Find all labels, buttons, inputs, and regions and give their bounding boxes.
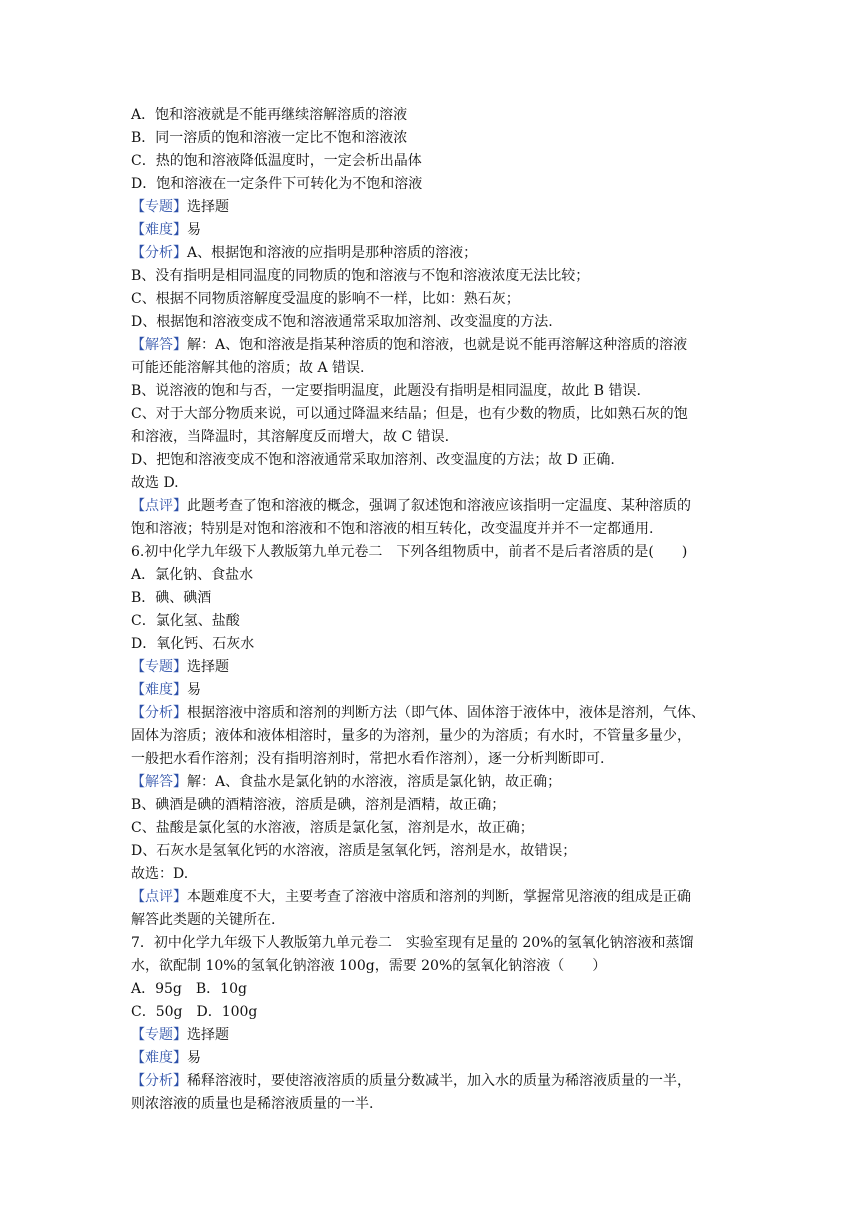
section-tag: 【解答】 bbox=[131, 774, 187, 790]
section-text: 易 bbox=[187, 222, 201, 238]
section-tag: 【解答】 bbox=[131, 337, 187, 353]
section-text: 解：A、饱和溶液是指某种溶质的饱和溶液，也就是说不能再溶解这种溶质的溶液 bbox=[187, 337, 688, 353]
section-tag: 【点评】 bbox=[131, 889, 187, 905]
q6-jieda bbox=[131, 771, 731, 794]
q6-jieda-line: C、盐酸是氯化氢的水溶液，溶质是氯化氢，溶剂是水，故正确； bbox=[131, 820, 534, 836]
section-text: 解：A、食盐水是氯化钠的水溶液，溶质是氯化钠，故正确； bbox=[187, 774, 562, 790]
q6-fenxi-line: 一般把水看作溶剂；没有指明溶剂时，常把水看作溶剂），逐一分析判断即可. bbox=[131, 751, 605, 767]
q5-jieda-line: 和溶液，当降温时，其溶解度反而增大，故 C 错误. bbox=[131, 429, 450, 445]
q5-jieda-line: D、把饱和溶液变成不饱和溶液通常采取加溶剂、改变温度的方法；故 D 正确. bbox=[131, 452, 615, 468]
section-text: 稀释溶液时，要使溶液溶质的质量分数减半，加入水的质量为稀溶液质量的一半， bbox=[187, 1073, 691, 1089]
section-tag: 【分析】 bbox=[131, 705, 187, 721]
q6-zhuanti bbox=[131, 656, 731, 679]
q6-question: 6.初中化学九年级下人教版第九单元卷二 下列各组物质中，前者不是后者溶质的是( ) bbox=[131, 544, 688, 560]
q5-zhuanti bbox=[131, 196, 731, 219]
section-tag: 【难度】 bbox=[131, 222, 187, 238]
q5-option-d: D．饱和溶液在一定条件下可转化为不饱和溶液 bbox=[131, 176, 423, 192]
q5-option-c: C．热的饱和溶液降低温度时，一定会析出晶体 bbox=[131, 153, 422, 169]
q7-nandu bbox=[131, 1047, 731, 1070]
q5-fenxi bbox=[131, 242, 731, 265]
q6-fenxi bbox=[131, 702, 731, 725]
q5-fenxi-line: C、根据不同物质溶解度受温度的影响不一样，比如：熟石灰； bbox=[131, 291, 520, 307]
q6-jieda-line: D、石灰水是氢氧化钙的水溶液，溶质是氢氧化钙，溶剂是水，故错误； bbox=[131, 843, 577, 859]
section-text: 易 bbox=[187, 682, 201, 698]
section-tag: 【专题】 bbox=[131, 199, 187, 215]
section-tag: 【点评】 bbox=[131, 498, 187, 514]
section-text: 选择题 bbox=[187, 1027, 229, 1043]
section-text: 选择题 bbox=[187, 659, 229, 675]
q6-dianping bbox=[131, 886, 731, 909]
q6-option-d: D．氧化钙、石灰水 bbox=[131, 636, 255, 652]
section-text: 易 bbox=[187, 1050, 201, 1066]
q5-jieda-line: B、说溶液的饱和与否，一定要指明温度，此题没有指明是相同温度，故此 B 错误. bbox=[131, 383, 641, 399]
q5-jieda-line: 可能还能溶解其他的溶质；故 A 错误. bbox=[131, 360, 365, 376]
q5-jieda-line: 故选 D. bbox=[131, 475, 179, 491]
q6-nandu bbox=[131, 679, 731, 702]
q5-option-a: A．饱和溶液就是不能再继续溶解溶质的溶液 bbox=[131, 107, 408, 123]
q7-question-line: 7．初中化学九年级下人教版第九单元卷二 实验室现有足量的 20%的氢氧化钠溶液和蒸馏 bbox=[131, 935, 694, 951]
section-text: A、根据饱和溶液的应指明是那种溶质的溶液； bbox=[187, 245, 478, 261]
q5-nandu bbox=[131, 219, 731, 242]
q5-dianping bbox=[131, 495, 731, 518]
q5-option-b: B．同一溶质的饱和溶液一定比不饱和溶液浓 bbox=[131, 130, 408, 146]
q7-options-cd: C．50g D．100g bbox=[131, 1004, 258, 1020]
q5-jieda bbox=[131, 334, 731, 357]
q7-question-line: 水，欲配制 10%的氢氧化钠溶液 100g，需要 20%的氢氧化钠溶液（ ） bbox=[131, 958, 607, 974]
q6-dianping-line: 解答此类题的关键所在. bbox=[131, 912, 276, 928]
q7-options-ab: A．95g B．10g bbox=[131, 981, 247, 997]
section-tag: 【难度】 bbox=[131, 1050, 187, 1066]
q5-fenxi-line: D、根据饱和溶液变成不饱和溶液通常采取加溶剂、改变温度的方法. bbox=[131, 314, 553, 330]
q5-fenxi-line: B、没有指明是相同温度的同物质的饱和溶液与不饱和溶液浓度无法比较； bbox=[131, 268, 590, 284]
q6-option-c: C．氯化氢、盐酸 bbox=[131, 613, 240, 629]
section-tag: 【难度】 bbox=[131, 682, 187, 698]
q6-jieda-line: 故选：D. bbox=[131, 866, 189, 882]
section-tag: 【分析】 bbox=[131, 245, 187, 261]
section-text: 本题难度不大，主要考查了溶液中溶质和溶剂的判断，掌握常见溶液的组成是正确 bbox=[187, 889, 691, 905]
q6-option-a: A．氯化钠、食盐水 bbox=[131, 567, 254, 583]
q6-fenxi-line: 固体为溶质；液体和液体相溶时，量多的为溶剂，量少的为溶质；有水时，不管量多量少， bbox=[131, 728, 691, 744]
q7-zhuanti bbox=[131, 1024, 731, 1047]
section-text: 选择题 bbox=[187, 199, 229, 215]
section-tag: 【专题】 bbox=[131, 659, 187, 675]
section-tag: 【专题】 bbox=[131, 1027, 187, 1043]
q6-option-b: B．碘、碘酒 bbox=[131, 590, 212, 606]
section-text: 根据溶液中溶质和溶剂的判断方法（即气体、固体溶于液体中，液体是溶剂，气体、 bbox=[187, 705, 705, 721]
q5-jieda-line: C、对于大部分物质来说，可以通过降温来结晶；但是，也有少数的物质，比如熟石灰的饱 bbox=[131, 406, 688, 422]
q5-dianping-line: 饱和溶液；特别是对饱和溶液和不饱和溶液的相互转化，改变温度并并不一定都通用. bbox=[131, 521, 654, 537]
q7-fenxi-line: 则浓溶液的质量也是稀溶液质量的一半. bbox=[131, 1096, 374, 1112]
q6-jieda-line: B、碘酒是碘的酒精溶液，溶质是碘，溶剂是酒精，故正确； bbox=[131, 797, 506, 813]
section-tag: 【分析】 bbox=[131, 1073, 187, 1089]
q7-fenxi bbox=[131, 1070, 731, 1093]
section-text: 此题考查了饱和溶液的概念，强调了叙述饱和溶液应该指明一定温度、某种溶质的 bbox=[187, 498, 691, 514]
